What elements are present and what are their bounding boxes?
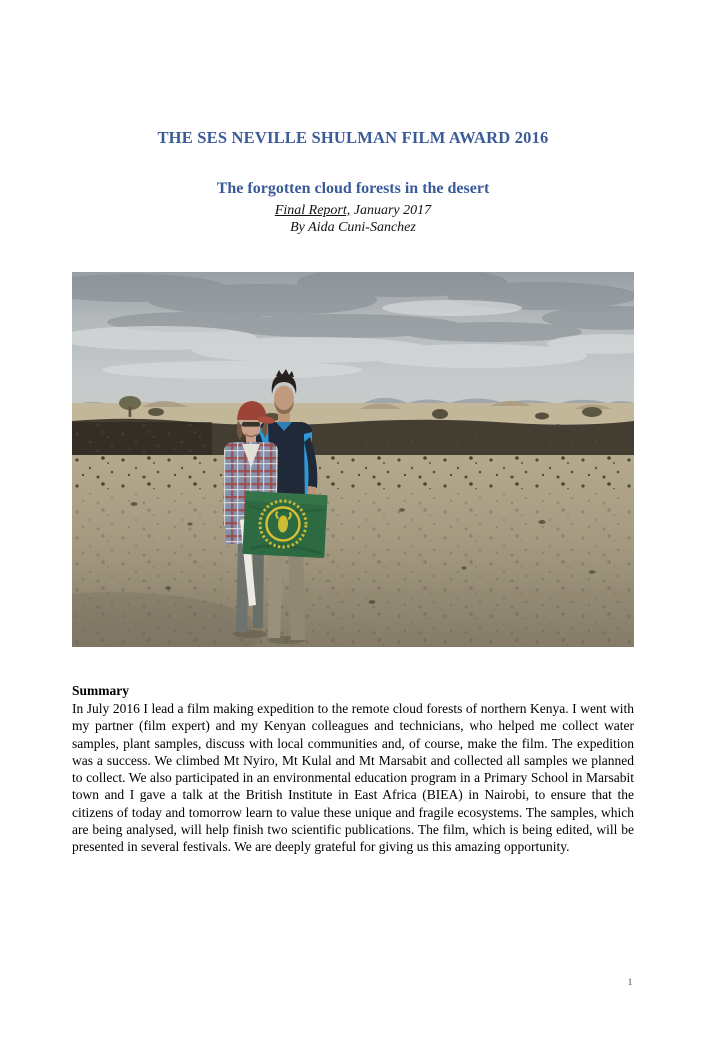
report-type-label: Final Report, [274,203,351,218]
midground-scrub [72,455,634,489]
ses-flag [242,491,327,558]
lava-texture [72,424,634,457]
report-author: By Aida Cuni-Sanchez [290,220,416,235]
summary-heading: Summary [72,683,129,698]
report-date: January 2017 [350,203,432,218]
report-title: THE SES NEVILLE SHULMAN FILM AWARD 2016 [157,128,549,147]
expedition-photo-illustration [72,272,634,647]
summary-paragraph: In July 2016 I lead a film making expedition to the remote cloud forests of northern Kenya. I went with my partner (film expert) and my Kenyan colleagues and technicians, who helped me collect water samples, plant samples, discuss with local communities and, of course, make the film. The expedition was a success. We climbed Mt Nyiro, Mt Kulal and Mt Marsabit and collected all samples we planned to collect. We also participated in an environmental education program in a Primary School in Marsabit town and I gave a talk at the British Institute in East Africa (BIEA) in Nairobi, to ensure that the citizens of today and tomorrow learn to value these unique and fragile ecosystems. The samples, which are being analysed, will help finish two scientific publications. The film, which is being edited, will be presented in several festivals. We are deeply grateful for giving us this amazing opportunity. [72,701,634,855]
page-number: 1 [627,978,633,988]
report-type-and-date [72,203,634,219]
expedition-photo [72,272,634,647]
report-subtitle: The forgotten cloud forests in the desert [216,180,490,197]
